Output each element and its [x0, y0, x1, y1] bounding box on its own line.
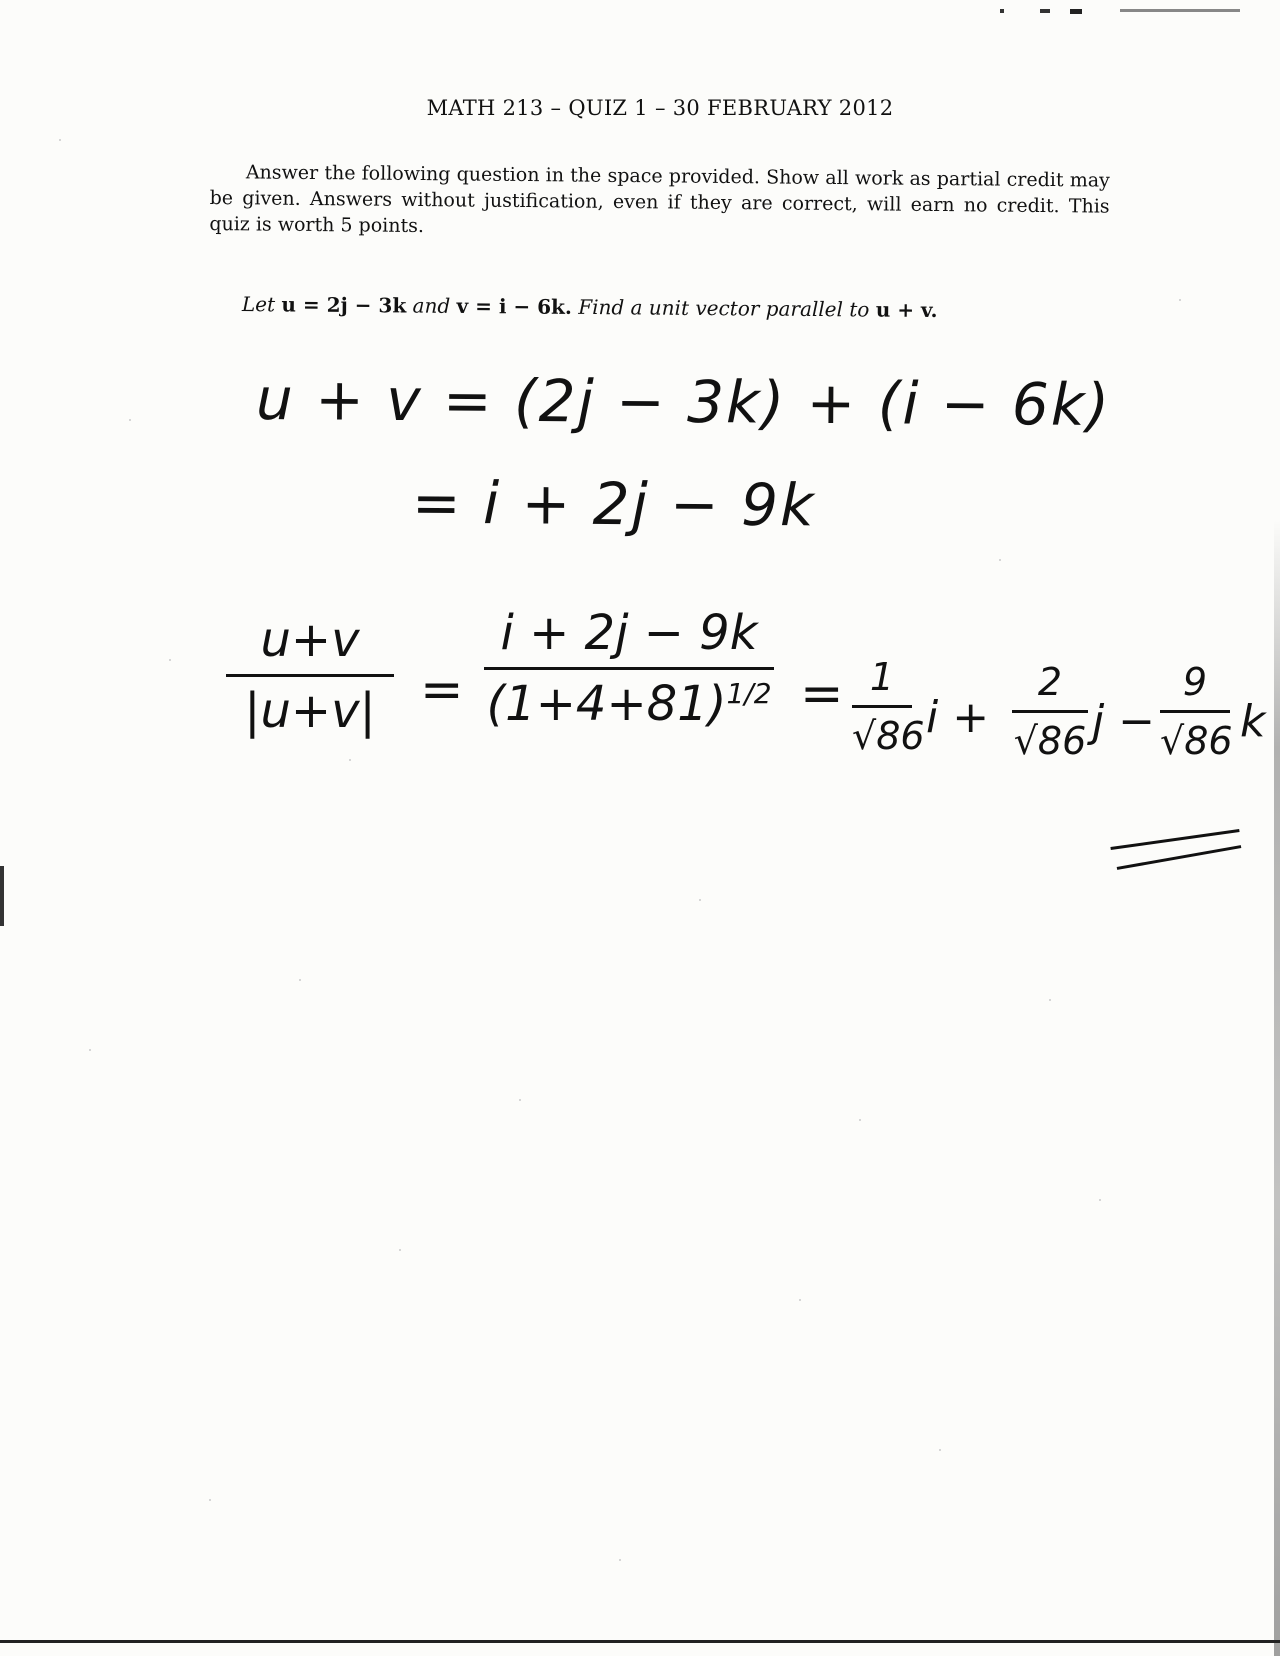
scan-bottom-edge-line	[0, 1640, 1280, 1643]
coefficient-j-numerator: 2	[1037, 660, 1063, 704]
problem-task: Find a unit vector parallel to	[578, 294, 870, 322]
coefficient-k-denominator: √86	[1160, 719, 1233, 763]
fraction-2-exponent: 1/2	[726, 677, 772, 710]
coefficient-j-bar	[1012, 710, 1088, 713]
fraction-unit-vector-definition	[226, 612, 394, 739]
instructions-paragraph: Answer the following question in the space provided. Show all work as partial credit may be given. Answers without justification, even if they are correct, will earn no credit. This quiz is worth 5 points.	[209, 161, 1110, 238]
fraction-2-numerator: i + 2j − 9k	[500, 605, 758, 661]
scan-left-edge-mark	[0, 866, 4, 926]
fraction-1-numerator: u+v	[260, 612, 360, 668]
fraction-1-bar	[226, 674, 394, 677]
equals-sign-1: =	[420, 660, 464, 720]
scan-right-edge-shadow	[1274, 520, 1280, 1656]
problem-target: u + v.	[875, 297, 938, 323]
coefficient-j	[1012, 660, 1088, 763]
coefficient-i-bar	[852, 705, 912, 708]
fraction-1-denominator: |u+v|	[244, 683, 376, 739]
coefficient-j-denominator: √86	[1013, 719, 1087, 763]
fraction-2-denominator-base: (1+4+81)	[486, 676, 727, 732]
fraction-2-denominator	[484, 676, 774, 732]
term-i: i +	[926, 692, 990, 743]
fraction-components-over-magnitude	[484, 605, 774, 732]
term-j: j −	[1092, 696, 1156, 747]
handwritten-line-2: = i + 2j − 9k	[411, 468, 816, 540]
equals-sign-2: =	[800, 664, 844, 724]
fraction-2-bar	[484, 667, 774, 670]
coefficient-i-numerator: 1	[869, 655, 895, 699]
problem-and: and	[412, 293, 451, 318]
problem-let: Let	[241, 292, 276, 317]
coefficient-i-denominator: √86	[852, 714, 925, 758]
handwritten-line-1: u + v = (2j − 3k) + (i − 6k)	[255, 365, 1112, 439]
quiz-title: MATH 213 – QUIZ 1 – 30 FEBRUARY 2012	[426, 96, 894, 120]
coefficient-k-numerator: 9	[1182, 660, 1208, 704]
coefficient-k	[1160, 660, 1233, 763]
coefficient-k-bar	[1160, 710, 1230, 713]
term-k: k	[1240, 696, 1266, 747]
coefficient-i	[852, 655, 925, 758]
problem-u-definition: u = 2j − 3k	[281, 292, 407, 318]
scan-top-marks	[1000, 0, 1280, 6]
problem-v-definition: v = i − 6k.	[456, 293, 573, 319]
